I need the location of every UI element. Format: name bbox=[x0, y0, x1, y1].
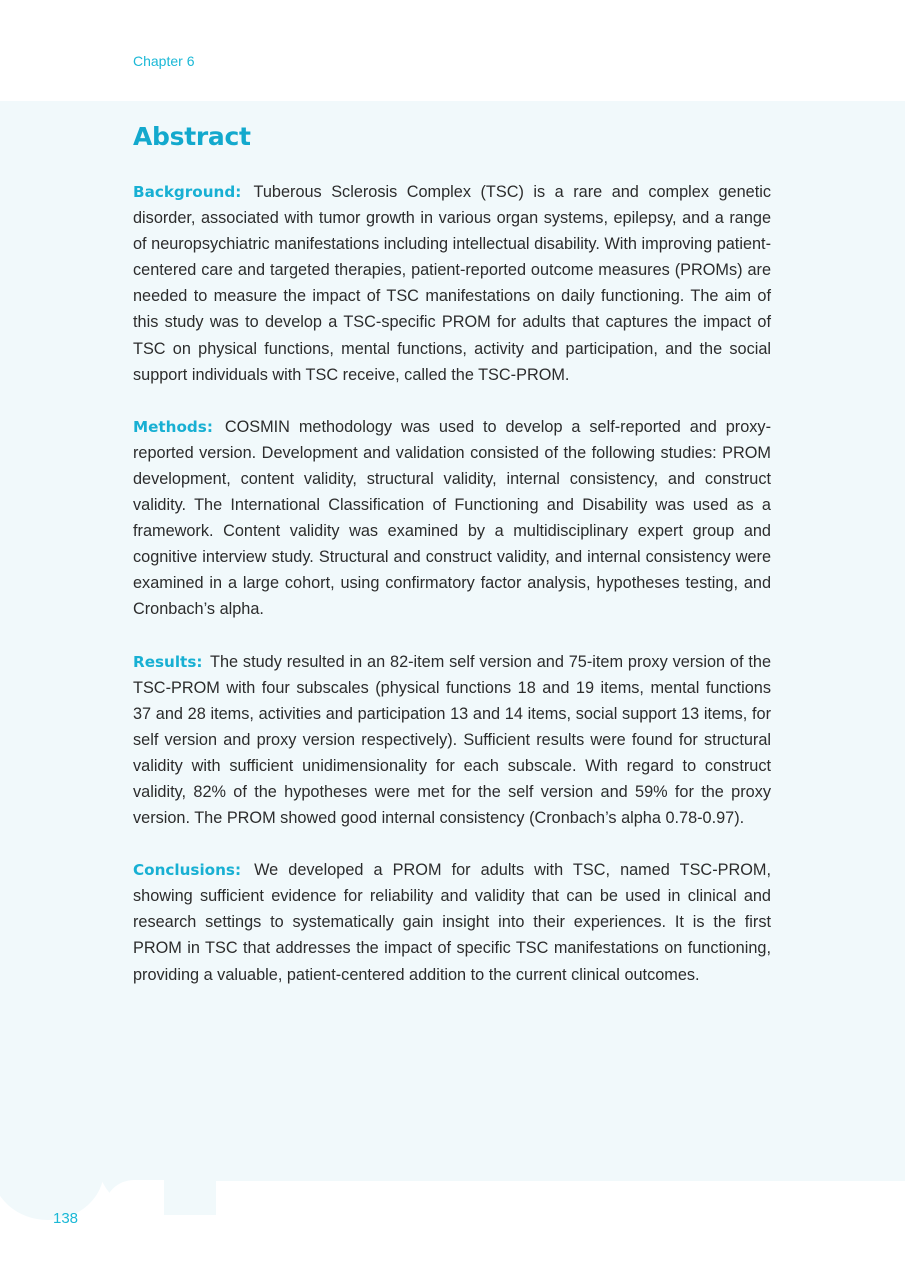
results-text: The study resulted in an 82-item self version and 75-item proxy version of the TSC-PROM with four subscales (physical functions 18 and 19 items, mental functions 37 and 28 items, activities and participation 13 and 14 items, social support 13 items, for self version and proxy version respectively). Sufficient results were found for structural validity with sufficient unidimensionality for each subscale. With regard to construct validity, 82% of the hypotheses were met for the self version and 59% for the proxy version. The PROM showed good internal consistency (Cronbach’s alpha 0.78-0.97). bbox=[133, 652, 771, 828]
abstract-title: Abstract bbox=[133, 122, 251, 151]
background-text: Tuberous Sclerosis Complex (TSC) is a rare and complex genetic disorder, associated with tumor growth in various organ systems, epilepsy, and a range of neuropsychiatric manifestations including intellectual disability. With improving patient-centered care and targeted therapies, patient-reported outcome measures (PROMs) are needed to measure the impact of TSC manifestations on daily functioning. The aim of this study was to develop a TSC-specific PROM for adults that captures the impact of TSC on physical functions, mental functions, activity and participation, and the social support individuals with TSC receive, called the TSC-PROM. bbox=[133, 183, 771, 384]
methods-text: COSMIN methodology was used to develop a self-reported and proxy-reported version. Development and validation consisted of the following studies: PROM development, content validity, structural validity, internal consistency, and construct validity. The International Classification of Functioning and Disability was used as a framework. Content validity was examined by a multidisciplinary expert group and cognitive interview study. Structural and construct validity, and internal consistency were examined in a large cohort, using confirmatory factor analysis, hypotheses testing, and Cronbach’s alpha. bbox=[133, 417, 771, 619]
abstract-content bbox=[133, 122, 771, 1014]
methods-heading: Methods: bbox=[133, 417, 213, 436]
conclusions-text: We developed a PROM for adults with TSC, named TSC-PROM, showing sufficient evidence for reliability and validity that can be used in clinical and research settings to systematically gain insight into their experiences. It is the first PROM in TSC that addresses the impact of specific TSC manifestations on functioning, providing a valuable, patient-centered addition to the current clinical outcomes. bbox=[133, 861, 771, 984]
abstract-results-paragraph bbox=[133, 649, 771, 832]
chapter-label: Chapter 6 bbox=[133, 53, 195, 69]
conclusions-heading: Conclusions: bbox=[133, 861, 242, 880]
abstract-methods-paragraph bbox=[133, 414, 771, 623]
page-number: 138 bbox=[53, 1210, 79, 1227]
abstract-background-paragraph bbox=[133, 179, 771, 388]
abstract-conclusions-paragraph bbox=[133, 857, 771, 987]
panel-decorative-curve bbox=[0, 1120, 104, 1220]
results-heading: Results: bbox=[133, 652, 203, 671]
background-heading: Background: bbox=[133, 183, 242, 201]
